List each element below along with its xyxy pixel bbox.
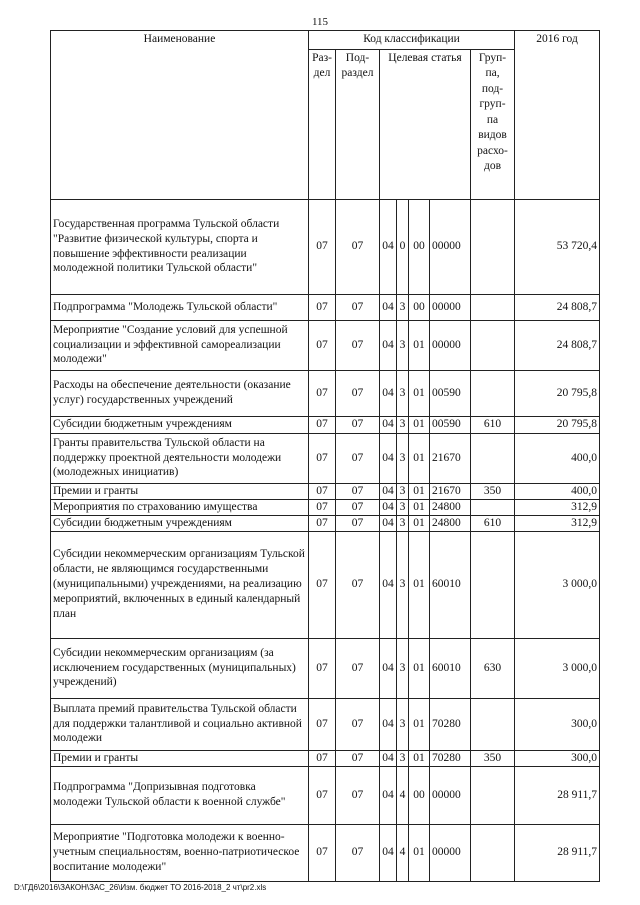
row-target-program: 04 [380,483,397,499]
header-group: Груп- па, под- груп- па видов расхо- дов [471,49,515,199]
row-expense-group [471,320,515,370]
row-expense-group: 350 [471,750,515,766]
row-name: Подпрограмма "Допризывная подготовка молодежи Тульской области к военной службе" [51,766,309,824]
header-section: Раз- дел [309,49,336,199]
row-name: Гранты правительства Тульской области на поддержку проектной деятельности молодежи (молодежных инициатив) [51,433,309,483]
row-target-program: 04 [380,416,397,433]
row-subsection: 07 [336,499,380,515]
row-target-direction: 00000 [430,766,471,824]
row-target-program: 04 [380,370,397,416]
row-name: Премии и гранты [51,483,309,499]
row-target-subprogram: 3 [397,433,409,483]
row-expense-group: 610 [471,416,515,433]
row-target-subprogram: 4 [397,824,409,881]
table-row [51,483,600,499]
row-target-program: 04 [380,294,397,320]
row-target-program: 04 [380,515,397,531]
row-name: Государственная программа Тульской области "Развитие физической культуры, спорта и повышение эффективности реализации молодежной политики Тульской области" [51,199,309,294]
row-subsection: 07 [336,320,380,370]
row-target-subprogram: 3 [397,483,409,499]
row-target-event: 01 [409,320,430,370]
row-section: 07 [309,416,336,433]
row-target-program: 04 [380,320,397,370]
row-target-program: 04 [380,638,397,698]
row-target-direction: 00000 [430,294,471,320]
table-row [51,531,600,638]
row-expense-group [471,499,515,515]
row-target-event: 01 [409,483,430,499]
row-target-direction: 00000 [430,320,471,370]
budget-table [50,30,600,882]
row-subsection: 07 [336,698,380,750]
row-expense-group: 630 [471,638,515,698]
row-target-event: 01 [409,416,430,433]
row-section: 07 [309,370,336,416]
row-amount: 28 911,7 [515,766,600,824]
row-expense-group [471,698,515,750]
row-target-event: 01 [409,433,430,483]
row-section: 07 [309,638,336,698]
row-target-subprogram: 3 [397,416,409,433]
row-target-program: 04 [380,824,397,881]
row-amount: 3 000,0 [515,531,600,638]
table-row [51,320,600,370]
row-expense-group [471,824,515,881]
row-target-direction: 70280 [430,750,471,766]
row-expense-group [471,433,515,483]
row-target-subprogram: 4 [397,766,409,824]
header-target: Целевая статья [380,49,471,199]
row-target-subprogram: 3 [397,294,409,320]
row-target-subprogram: 3 [397,750,409,766]
row-section: 07 [309,199,336,294]
row-amount: 400,0 [515,483,600,499]
row-amount: 24 808,7 [515,294,600,320]
row-section: 07 [309,824,336,881]
row-target-program: 04 [380,499,397,515]
row-amount: 300,0 [515,698,600,750]
row-section: 07 [309,531,336,638]
row-target-event: 01 [409,824,430,881]
row-name: Расходы на обеспечение деятельности (оказание услуг) государственных учреждений [51,370,309,416]
table-row [51,638,600,698]
row-amount: 20 795,8 [515,416,600,433]
row-subsection: 07 [336,294,380,320]
header-subsection: Под- раздел [336,49,380,199]
row-subsection: 07 [336,370,380,416]
row-target-program: 04 [380,766,397,824]
row-amount: 53 720,4 [515,199,600,294]
row-section: 07 [309,433,336,483]
row-subsection: 07 [336,515,380,531]
table-row [51,416,600,433]
row-name: Субсидии некоммерческим организациям (за исключением государственных (муниципальных) учреждений) [51,638,309,698]
row-target-subprogram: 3 [397,698,409,750]
footer-file-path: D:\ГД6\2016\ЗАКОН\ЗАС_26\Изм. бюджет ТО 2016-2018_2 чт\pr2.xls [14,883,267,892]
row-target-direction: 60010 [430,638,471,698]
row-name: Субсидии бюджетным учреждениям [51,416,309,433]
row-expense-group [471,370,515,416]
row-amount: 28 911,7 [515,824,600,881]
row-target-program: 04 [380,750,397,766]
row-amount: 20 795,8 [515,370,600,416]
row-amount: 300,0 [515,750,600,766]
row-target-subprogram: 3 [397,499,409,515]
row-target-program: 04 [380,433,397,483]
row-target-direction: 60010 [430,531,471,638]
header-year: 2016 год [515,31,600,200]
row-target-event: 01 [409,531,430,638]
row-subsection: 07 [336,531,380,638]
row-target-direction: 70280 [430,698,471,750]
row-target-subprogram: 3 [397,320,409,370]
row-section: 07 [309,750,336,766]
row-amount: 312,9 [515,499,600,515]
row-target-direction: 00590 [430,370,471,416]
row-target-subprogram: 0 [397,199,409,294]
row-target-direction: 21670 [430,483,471,499]
row-target-event: 01 [409,370,430,416]
row-target-direction: 21670 [430,433,471,483]
row-amount: 3 000,0 [515,638,600,698]
row-target-subprogram: 3 [397,638,409,698]
row-target-event: 01 [409,750,430,766]
row-target-event: 00 [409,199,430,294]
table-row [51,199,600,294]
row-name: Выплата премий правительства Тульской области для поддержки талантливой и социально активной молодежи [51,698,309,750]
row-expense-group: 610 [471,515,515,531]
row-target-event: 00 [409,766,430,824]
row-section: 07 [309,320,336,370]
row-subsection: 07 [336,416,380,433]
row-section: 07 [309,483,336,499]
row-amount: 24 808,7 [515,320,600,370]
header-row-1 [51,31,600,50]
row-subsection: 07 [336,433,380,483]
table-row [51,698,600,750]
row-target-event: 01 [409,499,430,515]
row-subsection: 07 [336,638,380,698]
row-name: Подпрограмма "Молодежь Тульской области" [51,294,309,320]
header-name: Наименование [51,31,309,200]
table-row [51,824,600,881]
row-subsection: 07 [336,483,380,499]
page-number: 115 [311,16,329,28]
row-subsection: 07 [336,766,380,824]
table-row [51,766,600,824]
row-section: 07 [309,499,336,515]
row-expense-group [471,199,515,294]
table-row [51,499,600,515]
row-name: Мероприятие "Создание условий для успешной социализации и эффективной самореализации молодежи" [51,320,309,370]
row-name: Премии и гранты [51,750,309,766]
row-target-direction: 24800 [430,515,471,531]
row-section: 07 [309,294,336,320]
table-row [51,433,600,483]
row-section: 07 [309,698,336,750]
row-target-event: 00 [409,294,430,320]
row-subsection: 07 [336,750,380,766]
row-expense-group [471,531,515,638]
table-row [51,370,600,416]
row-name: Субсидии некоммерческим организациям Тульской области, не являющимся государственными (муниципальными) учреждениями, на реализацию мероприятий, включенных в единый календарный план [51,531,309,638]
row-target-event: 01 [409,515,430,531]
row-expense-group [471,294,515,320]
row-name: Субсидии бюджетным учреждениям [51,515,309,531]
row-target-subprogram: 3 [397,515,409,531]
row-section: 07 [309,766,336,824]
row-name: Мероприятие "Подготовка молодежи к военно-учетным специальностям, военно-патриотическое воспитание молодежи" [51,824,309,881]
row-target-event: 01 [409,638,430,698]
row-expense-group [471,766,515,824]
row-target-direction: 00590 [430,416,471,433]
row-target-program: 04 [380,531,397,638]
table-row [51,515,600,531]
row-amount: 312,9 [515,515,600,531]
row-target-event: 01 [409,698,430,750]
table-row [51,750,600,766]
row-target-program: 04 [380,698,397,750]
table-row [51,294,600,320]
row-expense-group: 350 [471,483,515,499]
row-target-direction: 24800 [430,499,471,515]
row-name: Мероприятия по страхованию имущества [51,499,309,515]
row-target-program: 04 [380,199,397,294]
row-subsection: 07 [336,824,380,881]
row-target-subprogram: 3 [397,370,409,416]
row-target-direction: 00000 [430,824,471,881]
header-classification: Код классификации [309,31,515,50]
row-target-subprogram: 3 [397,531,409,638]
row-amount: 400,0 [515,433,600,483]
row-target-direction: 00000 [430,199,471,294]
row-subsection: 07 [336,199,380,294]
row-section: 07 [309,515,336,531]
